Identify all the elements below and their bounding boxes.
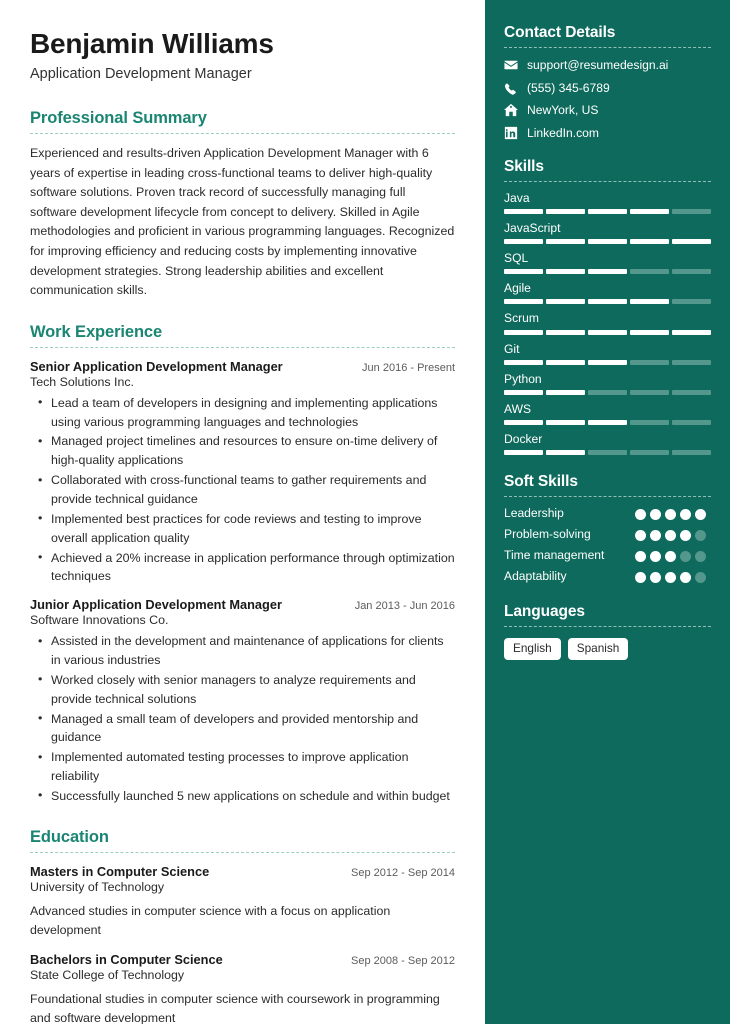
rating-dot xyxy=(665,572,676,583)
skill-bar-segment xyxy=(630,360,669,365)
skill-item xyxy=(504,342,711,365)
skill-bar-segment xyxy=(546,450,585,455)
skill-item xyxy=(504,402,711,425)
home-icon xyxy=(504,103,518,117)
skill-bar-segment xyxy=(504,390,543,395)
section-title-soft-skills: Soft Skills xyxy=(504,472,578,490)
skill-level-bar xyxy=(504,420,711,425)
skill-bar-segment xyxy=(546,420,585,425)
soft-skill-item xyxy=(504,569,711,585)
skill-item-name: Agile xyxy=(504,281,531,296)
skill-bar-segment xyxy=(630,239,669,244)
skill-bar-segment xyxy=(504,299,543,304)
skill-bar-segment xyxy=(672,269,711,274)
skill-bar-segment xyxy=(588,269,627,274)
education-entry-date: Sep 2008 - Sep 2012 xyxy=(351,954,455,967)
contact-item-value: support@resumedesign.ai xyxy=(527,58,669,72)
skill-level-bar xyxy=(504,330,711,335)
education-entry-description: Foundational studies in computer science with coursework in programming and software development xyxy=(30,991,440,1024)
rating-dot xyxy=(635,572,646,583)
section-divider xyxy=(30,133,455,134)
education-entry-school: University of Technology xyxy=(30,879,165,894)
sidebar xyxy=(485,0,730,1024)
skill-item xyxy=(504,191,711,214)
section-title-languages: Languages xyxy=(504,602,585,620)
skill-level-bar xyxy=(504,450,711,455)
rating-dot xyxy=(680,509,691,520)
phone-icon xyxy=(504,81,518,95)
education-list xyxy=(30,864,455,1024)
work-entry-header xyxy=(30,359,455,374)
work-experience-list xyxy=(30,359,455,806)
education-entry-date: Sep 2012 - Sep 2014 xyxy=(351,866,455,879)
skill-bar-segment xyxy=(546,390,585,395)
contact-item[interactable] xyxy=(504,126,711,141)
soft-skill-item-name: Adaptability xyxy=(504,568,567,583)
section-divider xyxy=(30,347,455,348)
bullet-item: • Worked closely with senior managers to analyze requirements and provide technical solutions xyxy=(51,671,455,709)
bullet-item: • Collaborated with cross-functional teams to gather requirements and provide technical guidance xyxy=(51,471,455,509)
rating-dot xyxy=(680,551,691,562)
section-languages xyxy=(504,603,711,660)
skill-level-bar xyxy=(504,299,711,304)
bullet-item: • Achieved a 20% increase in application performance through optimization techniques xyxy=(51,549,455,587)
soft-skill-rating xyxy=(635,506,711,520)
skill-item-name: Python xyxy=(504,371,542,386)
section-title-skills: Skills xyxy=(504,158,544,175)
education-entry-header xyxy=(30,952,455,967)
soft-skill-item-name: Problem-solving xyxy=(504,526,591,541)
skill-bar-segment xyxy=(588,450,627,455)
skill-bar-segment xyxy=(672,360,711,365)
work-entry-header xyxy=(30,597,455,612)
skill-bar-segment xyxy=(672,420,711,425)
contact-item[interactable] xyxy=(504,103,711,118)
section-education xyxy=(30,828,455,1024)
skills-list xyxy=(504,191,711,455)
work-entry-bullets xyxy=(30,632,455,806)
soft-skill-item xyxy=(504,548,711,564)
rating-dot xyxy=(695,551,706,562)
soft-skill-item-name: Leadership xyxy=(504,505,564,520)
rating-dot xyxy=(650,509,661,520)
soft-skill-item xyxy=(504,506,711,522)
section-title-work-experience: Work Experience xyxy=(30,322,163,341)
section-contact-details xyxy=(504,24,711,140)
skill-item xyxy=(504,281,711,304)
skill-item-name: AWS xyxy=(504,401,532,416)
contact-list xyxy=(504,58,711,140)
work-entry-bullets xyxy=(30,394,455,586)
skill-bar-segment xyxy=(630,330,669,335)
bullet-item: • Managed project timelines and resources to ensure on-time delivery of high-quality applications xyxy=(51,432,455,470)
education-entry xyxy=(30,952,455,1024)
section-divider xyxy=(504,47,711,48)
soft-skill-rating xyxy=(635,527,711,541)
work-entry-company: Software Innovations Co. xyxy=(30,613,169,628)
languages-list xyxy=(504,638,711,660)
bullet-item: • Implemented automated testing processes to improve application reliability xyxy=(51,748,455,786)
skill-bar-segment xyxy=(504,269,543,274)
work-entry xyxy=(30,359,455,586)
skill-item-name: JavaScript xyxy=(504,221,561,236)
skill-item xyxy=(504,372,711,395)
language-chip: Spanish xyxy=(568,638,629,660)
soft-skills-list xyxy=(504,506,711,585)
bullet-item: • Assisted in the development and maintenance of applications for clients in various industries xyxy=(51,632,455,670)
soft-skill-rating xyxy=(635,548,711,562)
education-entry-description: Advanced studies in computer science with a focus on application development xyxy=(30,903,391,938)
rating-dot xyxy=(695,530,706,541)
skill-bar-segment xyxy=(630,450,669,455)
work-entry-role: Senior Application Development Manager xyxy=(30,358,283,374)
skill-bar-segment xyxy=(672,209,711,214)
linkedin-icon xyxy=(504,126,518,140)
skill-bar-segment xyxy=(672,390,711,395)
skill-level-bar xyxy=(504,209,711,214)
skill-bar-segment xyxy=(546,239,585,244)
bullet-item: • Lead a team of developers in designing and implementing applications using various programming languages and technologies xyxy=(51,394,455,432)
skill-bar-segment xyxy=(546,209,585,214)
rating-dot xyxy=(680,530,691,541)
work-entry-date: Jan 2013 - Jun 2016 xyxy=(354,600,455,613)
rating-dot xyxy=(695,572,706,583)
skill-bar-segment xyxy=(588,360,627,365)
section-divider xyxy=(504,181,711,182)
education-entry-school: State College of Technology xyxy=(30,967,185,982)
envelope-icon xyxy=(504,58,518,72)
section-divider xyxy=(504,626,711,627)
skill-item xyxy=(504,221,711,244)
skill-bar-segment xyxy=(504,330,543,335)
rating-dot xyxy=(635,551,646,562)
language-chip: English xyxy=(504,638,561,660)
skill-bar-segment xyxy=(588,239,627,244)
bullet-item: • Implemented best practices for code reviews and testing to improve overall application quality xyxy=(51,510,455,548)
education-entry-degree: Masters in Computer Science xyxy=(30,863,210,879)
skill-bar-segment xyxy=(504,360,543,365)
bullet-item: • Managed a small team of developers and provided mentorship and guidance xyxy=(51,710,455,748)
skill-bar-segment xyxy=(504,450,543,455)
work-entry-date: Jun 2016 - Present xyxy=(362,361,455,374)
education-entry xyxy=(30,864,455,941)
skill-item-name: Scrum xyxy=(504,311,539,326)
bullet-item: • Successfully launched 5 new applications on schedule and within budget xyxy=(51,787,455,806)
skill-bar-segment xyxy=(630,269,669,274)
skill-bar-segment xyxy=(504,420,543,425)
soft-skill-item xyxy=(504,527,711,543)
rating-dot xyxy=(665,551,676,562)
skill-bar-segment xyxy=(546,360,585,365)
section-professional-summary xyxy=(30,109,455,301)
skill-bar-segment xyxy=(672,299,711,304)
education-entry-header xyxy=(30,864,455,879)
skill-bar-segment xyxy=(672,239,711,244)
candidate-job-title: Application Development Manager xyxy=(30,66,252,83)
rating-dot xyxy=(665,509,676,520)
section-divider xyxy=(30,852,455,853)
skill-bar-segment xyxy=(672,330,711,335)
header-block xyxy=(30,28,455,84)
skill-bar-segment xyxy=(588,390,627,395)
skill-bar-segment xyxy=(504,239,543,244)
rating-dot xyxy=(665,530,676,541)
section-title-contact-details: Contact Details xyxy=(504,24,616,41)
rating-dot xyxy=(680,572,691,583)
skill-level-bar xyxy=(504,360,711,365)
work-entry-company: Tech Solutions Inc. xyxy=(30,374,135,389)
education-entry-degree: Bachelors in Computer Science xyxy=(30,951,223,967)
section-soft-skills xyxy=(504,473,711,585)
section-title-education: Education xyxy=(30,827,109,846)
contact-item[interactable] xyxy=(504,81,711,96)
rating-dot xyxy=(635,530,646,541)
rating-dot xyxy=(695,509,706,520)
skill-bar-segment xyxy=(630,299,669,304)
soft-skill-item-name: Time management xyxy=(504,547,605,562)
skill-item xyxy=(504,311,711,334)
skill-bar-segment xyxy=(630,390,669,395)
skill-bar-segment xyxy=(504,209,543,214)
section-skills xyxy=(504,158,711,455)
professional-summary-text: Experienced and results-driven Application Development Manager with 6 years of expertise in leading cross-functional teams to deliver high-quality software solutions. Proven track record of successfully managing full software development lifecycle from concept to delivery. Skilled in Agile methodologies and proficient in various programming languages. Recognized for improving efficiency and reducing costs by implementing innovative development strategies. Strong leadership abilities and excellent communication skills. xyxy=(30,146,455,298)
work-entry xyxy=(30,597,455,806)
skill-bar-segment xyxy=(672,450,711,455)
section-title-professional-summary: Professional Summary xyxy=(30,109,207,128)
skill-item xyxy=(504,251,711,274)
skill-bar-segment xyxy=(588,330,627,335)
contact-item[interactable] xyxy=(504,58,711,73)
contact-item-value: LinkedIn.com xyxy=(527,125,599,140)
skill-level-bar xyxy=(504,239,711,244)
skill-bar-segment xyxy=(588,209,627,214)
candidate-name: Benjamin Williams xyxy=(30,28,274,59)
skill-bar-segment xyxy=(546,299,585,304)
skill-bar-segment xyxy=(546,269,585,274)
contact-item-value: (555) 345-6789 xyxy=(527,80,610,95)
rating-dot xyxy=(650,572,661,583)
skill-item-name: Docker xyxy=(504,431,543,446)
soft-skill-rating xyxy=(635,569,711,583)
skill-level-bar xyxy=(504,390,711,395)
skill-bar-segment xyxy=(588,299,627,304)
section-divider xyxy=(504,496,711,497)
skill-bar-segment xyxy=(630,209,669,214)
skill-item-name: Java xyxy=(504,191,530,205)
rating-dot xyxy=(650,530,661,541)
contact-item-value: NewYork, US xyxy=(527,103,599,117)
skill-item-name: SQL xyxy=(504,251,529,266)
rating-dot xyxy=(635,509,646,520)
rating-dot xyxy=(650,551,661,562)
section-work-experience xyxy=(30,323,455,806)
skill-bar-segment xyxy=(630,420,669,425)
skill-bar-segment xyxy=(588,420,627,425)
skill-item xyxy=(504,432,711,455)
skill-level-bar xyxy=(504,269,711,274)
skill-bar-segment xyxy=(546,330,585,335)
skill-item-name: Git xyxy=(504,341,520,356)
work-entry-role: Junior Application Development Manager xyxy=(30,597,282,613)
